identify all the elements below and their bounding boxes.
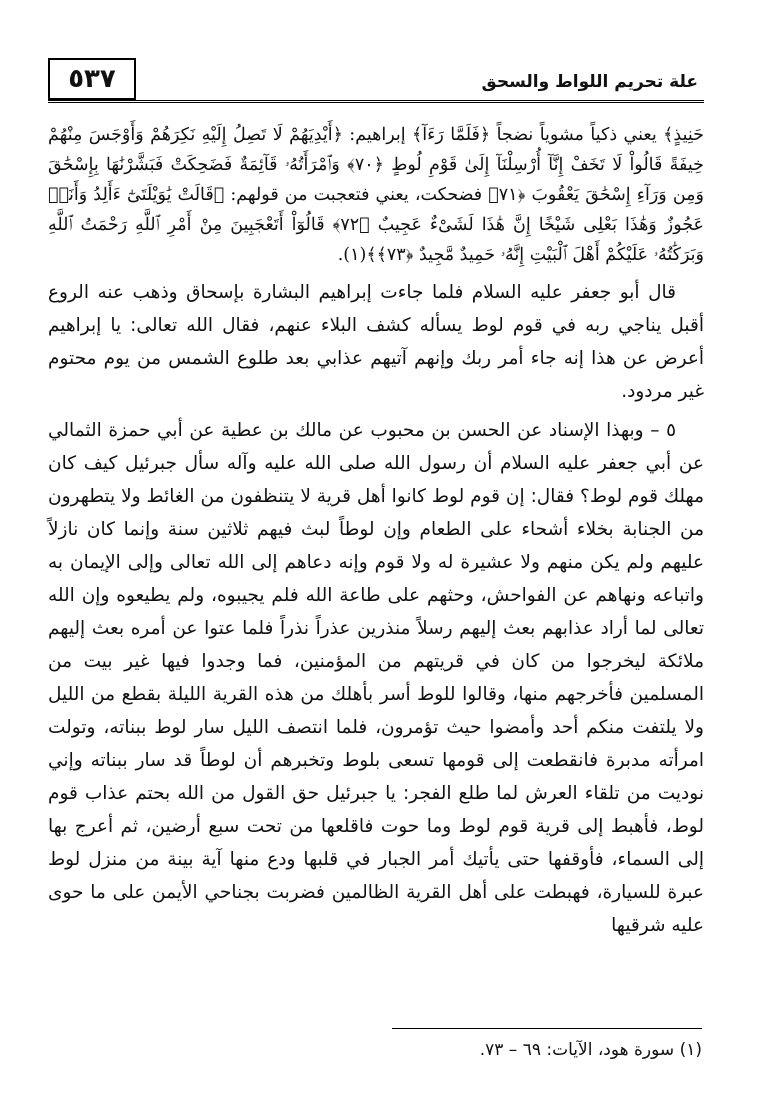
page-number: ٥٣٧ [48,58,136,100]
paragraph-2: ٥ – وبهذا الإسناد عن الحسن بن محبوب عن مالك بن عطية عن أبي حمزة الثمالي عن أبي جعفر عليه السلام أن رسول الله صلى الله عليه وآله سأل جبرئيل كيف كان مهلك قوم لوط؟ فقال: إن قوم لوط كانوا أهل قرية لا يتنظفون من الغائط ولا يتطهرون من الجنابة بخلاء أشحاء على الطعام وإن لوطاً لبث فيهم ثلاثين سنة وإنما كان نازلاً عليهم ولم يكن منهم ولا عشيرة له ولا قوم وإنه دعاهم إلى الله تعالى وإلى الإيمان به واتباعه ونهاهم عن الفواحش، وحثهم على طاعة الله فلم يجيبوه، ولم يطيعوه وإن الله تعالى لما أراد عذابهم بعث إليهم رسلاً منذرين عذراً نذراً فلما عتوا عن أمره بعث إليهم ملائكة ليخرجوا من كان في قريتهم من المؤمنين، فما وجدوا فيها غير بيت من المسلمين فأخرجهم منها، وقالوا للوط أسر بأهلك من هذه القرية الليلة بقطع من الليل ولا يلتفت منكم أحد وأمضوا حيث تؤمرون، فلما انتصف الليل سار لوط ببناته، وتولت امرأته مدبرة فانقطعت إلى قومها تسعى بلوط وتخبرهم أن لوطاً قد سار ببناته وإني نوديت من تلقاء العرش لما طلع الفجر: يا جبرئيل حق القول من الله بحتم عذاب قوم لوط، فأهبط إلى قرية قوم لوط وما حوت فاقلعها من تحت سبع أرضين، ثم أعرج بها إلى السماء، فأوقفها حتى يأتيك أمر الجبار في قلبها ودع منها آية بينة من منزل لوط عبرة للسيارة، فهبطت على أهل القرية الظالمين فضربت بجناحي الأيمن على ما حوى عليه شرقيها [48,420,704,936]
quran-verses-block: حَنِيذٍ﴾ يعني ذكياً مشوياً نضجاً ﴿فَلَمَّا رَءَآ﴾ إبراهيم: ﴿أَيْدِيَهُمْ لَا تَصِلُ إِلَيْهِ نَكِرَهُمْ وَأَوْجَسَ مِنْهُمْ خِيفَةً قَالُواْ لَا تَخَفْ إِنَّآ أُرْسِلْنَآ إِلَىٰ قَوْمِ لُوطٍ ﴿٧٠﴾ وَٱمْرَأَتُهُۥ قَآئِمَةٌ فَضَحِكَتْ فَبَشَّرْنَٰهَا بِإِسْحَٰقَ وَمِن وَرَآءِ إِسْحَٰقَ يَعْقُوبَ ﴿٧١﴾ فضحكت، يعني فتعجبت من قولهم: ﴿قَالَتْ يَٰوَيْلَتَىٰٓ ءَأَلِدُ وَأَنَا۠ عَجُوزٌ وَهَٰذَا بَعْلِى شَيْخًا إِنَّ هَٰذَا لَشَىْءٌ عَجِيبٌ ﴿٧٢﴾ قَالُوٓاْ أَتَعْجَبِينَ مِنْ أَمْرِ ٱللَّهِ رَحْمَتُ ٱللَّهِ وَبَرَكَٰتُهُۥ عَلَيْكُمْ أَهْلَ ٱلْبَيْتِ إِنَّهُۥ حَمِيدٌ مَّجِيدٌ ﴿٧٣﴾﴾(١). [48,125,704,265]
footnote: (١) سورة هود، الآيات: ٦٩ – ٧٣. [479,1040,702,1060]
footnote-divider [392,1028,702,1029]
page-header [48,46,704,106]
header-divider [48,100,704,103]
running-title: علة تحريم اللواط والسحق [481,72,698,92]
paragraph-1: قال أبو جعفر عليه السلام فلما جاءت إبراهيم البشارة بإسحاق وذهب عنه الروع أقبل يناجي ربه في قوم لوط يسأله كشف البلاء عنهم، فقال الله تعالى: يا إبراهيم أعرض عن هذا إنه جاء أمر ربك وإنهم آتيهم عذابي بعد طلوع الشمس من يوم محتوم غير مردود. [48,282,704,402]
page-body [48,120,704,948]
